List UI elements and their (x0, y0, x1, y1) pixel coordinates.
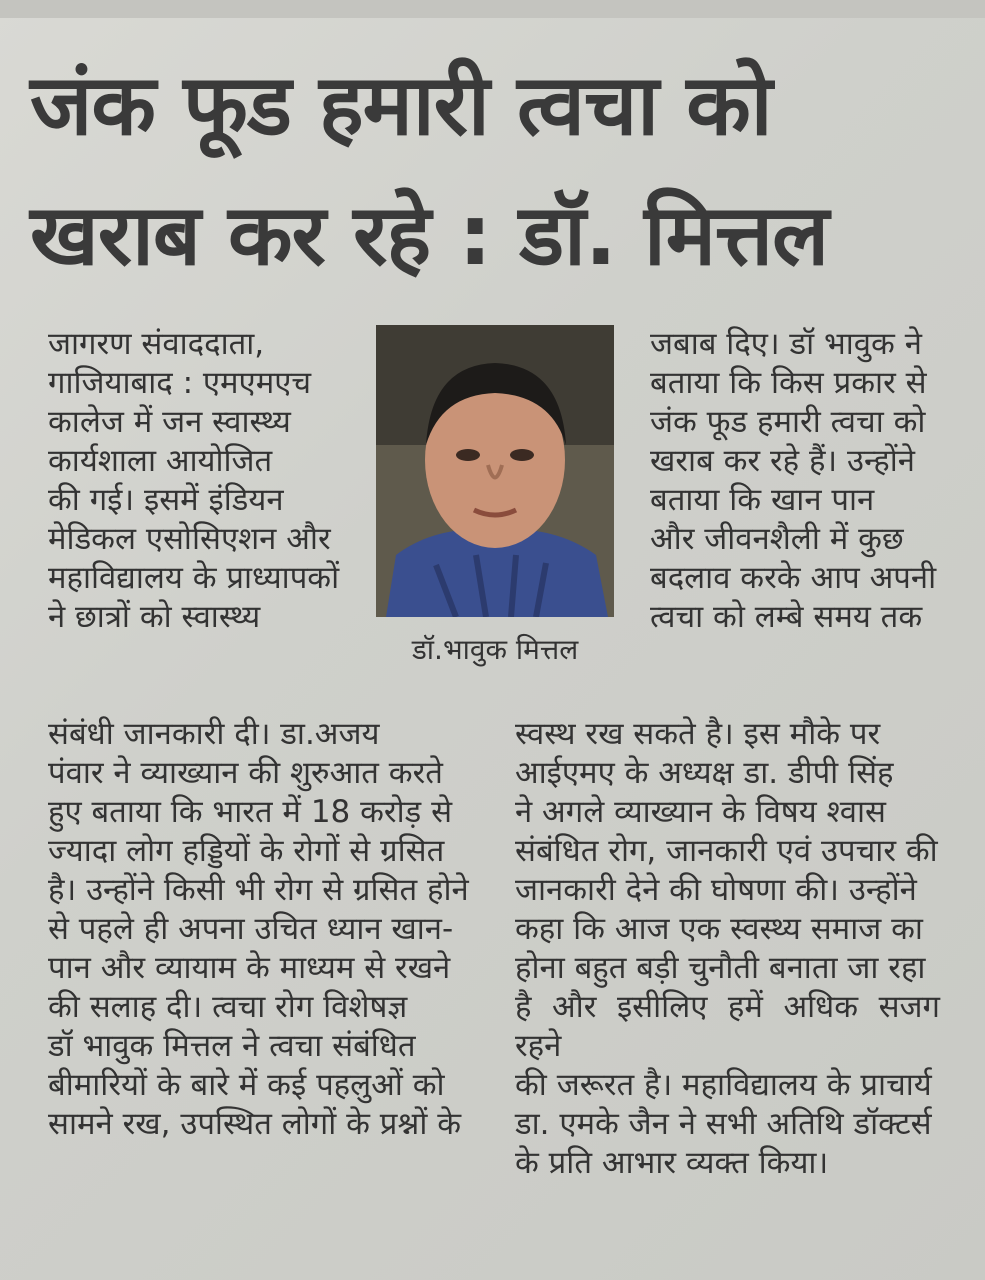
text-line: मेडिकल एसोसिएशन और (48, 521, 331, 557)
text-line: जंक फूड हमारी त्वचा को (650, 404, 926, 440)
text-line: गाजियाबाद : एमएमएच (48, 365, 312, 401)
text-line: जबाब दिए। डॉ भावुक ने (650, 326, 922, 362)
text-line: ने अगले व्याख्यान के विषय श्वास (515, 794, 886, 830)
text-line: ज्यादा लोग हड्डियों के रोगों से ग्रसित (48, 833, 445, 869)
text-line: बताया कि खान पान (650, 482, 875, 518)
text-line: महाविद्यालय के प्राध्यापकों (48, 560, 340, 596)
column-2-bottom (515, 715, 940, 1183)
text-line: की जरूरत है। महाविद्यालय के प्राचार्य (515, 1067, 932, 1103)
text-line: कहा कि आज एक स्वस्थ्य समाज का (515, 911, 923, 947)
text-line: की गई। इसमें इंडियन (48, 482, 284, 518)
text-line: और जीवनशैली में कुछ (650, 521, 904, 557)
text-line: से पहले ही अपना उचित ध्यान खान- (48, 911, 454, 947)
photo-caption: डॉ.भावुक मित्तल (411, 633, 579, 666)
page-top-strip (0, 0, 985, 18)
text-line: पान और व्यायाम के माध्यम से रखने (48, 950, 451, 986)
text-line: त्वचा को लम्बे समय तक (650, 599, 923, 635)
text-line: स्वस्थ रख सकते है। इस मौके पर (515, 716, 881, 752)
text-line: सामने रख, उपस्थित लोगों के प्रश्नों के (48, 1106, 462, 1142)
text-line: संबंधी जानकारी दी। डा.अजय (48, 716, 380, 752)
column-1-top (48, 325, 353, 637)
text-line: जानकारी देने की घोषणा की। उन्होंने (515, 872, 917, 908)
text-line: डा. एमके जैन ने सभी अतिथि डॉक्टर्स (515, 1106, 932, 1142)
text-line: जागरण संवाददाता, (48, 326, 265, 362)
text-line: है और इसीलिए हमें अधिक सजग रहने (515, 989, 940, 1064)
text-line: डॉ भावुक मित्तल ने त्वचा संबंधित (48, 1028, 416, 1064)
column-2-top (650, 325, 938, 637)
text-line: हुए बताया कि भारत में 18 करोड़ से (48, 794, 453, 830)
text-line: है। उन्होंने किसी भी रोग से ग्रसित होने (48, 872, 469, 908)
text-line: बताया कि किस प्रकार से (650, 365, 927, 401)
text-line: संबंधित रोग, जानकारी एवं उपचार की (515, 833, 938, 869)
column-1-bottom (48, 715, 478, 1144)
text-line: होना बहुत बड़ी चुनौती बनाता जा रहा (515, 950, 926, 986)
portrait-image (376, 325, 614, 617)
text-line: बीमारियों के बारे में कई पहलुओं को (48, 1067, 445, 1103)
text-line: की सलाह दी। त्वचा रोग विशेषज्ञ (48, 989, 408, 1025)
text-line: कार्यशाला आयोजित (48, 443, 273, 479)
headline-line-2: खराब कर रहे : डॉ. मित्तल (30, 186, 829, 284)
author-photo (376, 325, 614, 617)
text-line: बदलाव करके आप अपनी (650, 560, 937, 596)
text-line: ने छात्रों को स्वास्थ्य (48, 599, 261, 635)
text-line: खराब कर रहे हैं। उन्होंने (650, 443, 915, 479)
text-line: कालेज में जन स्वास्थ्य (48, 404, 291, 440)
text-line: के प्रति आभार व्यक्त किया। (515, 1145, 829, 1181)
headline-line-1: जंक फूड हमारी त्वचा को (30, 56, 772, 154)
text-line: आईएमए के अध्यक्ष डा. डीपी सिंह (515, 755, 894, 791)
text-line: पंवार ने व्याख्यान की शुरुआत करते (48, 755, 443, 791)
